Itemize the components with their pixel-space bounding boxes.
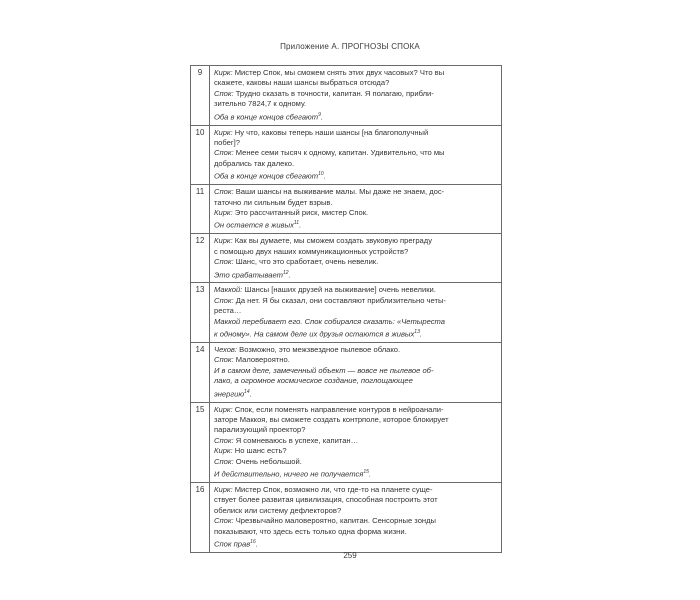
dialogue-line bbox=[214, 148, 498, 158]
footnote-ref[interactable]: 13 bbox=[414, 329, 420, 336]
outcome-text: Маккой перебивает его. Спок собирался сказать: «Четыреста bbox=[214, 316, 445, 326]
dialogue-line bbox=[214, 306, 498, 316]
dialogue-cell bbox=[210, 483, 501, 552]
table-row bbox=[191, 482, 501, 552]
dialogue-line bbox=[214, 285, 498, 295]
speaker-name: Кирк: bbox=[214, 127, 233, 137]
line-text: Да нет. Я бы сказал, они составляют приблизительно четы- bbox=[233, 295, 446, 305]
footnote-ref[interactable]: 12 bbox=[282, 269, 289, 276]
speaker-name: Спок: bbox=[214, 355, 234, 365]
speaker-name: Спок: bbox=[214, 435, 234, 445]
dialogue-line bbox=[214, 218, 498, 231]
line-text: Мистер Спок, мы сможем снять этих двух часовых? Что вы bbox=[232, 68, 445, 77]
dialogue-cell bbox=[210, 234, 501, 282]
speaker-name: Спок: bbox=[214, 295, 234, 305]
line-text: Мистер Спок, возможно ли, что где-то на планете суще- bbox=[232, 484, 433, 494]
table-row bbox=[191, 282, 501, 342]
table-row bbox=[191, 184, 501, 233]
outcome-text: к одному». На самом деле их друзья остаются в живых bbox=[214, 329, 415, 339]
line-text: скажете, каковы наши шансы выбраться отсюда? bbox=[214, 78, 390, 88]
dialogue-line bbox=[214, 159, 498, 169]
row-number: 9 bbox=[191, 66, 210, 125]
line-text: ствует более развитая цивилизация, способная построить этот bbox=[214, 495, 438, 505]
line-text: показывают, что здесь есть только одна форма жизни. bbox=[214, 526, 407, 536]
outcome-text: Оба в конце концов сбегают bbox=[214, 112, 319, 122]
table-row bbox=[191, 125, 501, 185]
row-number: 14 bbox=[191, 343, 210, 402]
dialogue-line bbox=[214, 208, 498, 218]
line-text: Шансы [наших друзей на выживание] очень невелики. bbox=[242, 285, 436, 295]
dialogue-line bbox=[214, 68, 498, 78]
dialogue-line bbox=[214, 327, 498, 340]
row-number: 13 bbox=[191, 283, 210, 342]
dialogue-line bbox=[214, 516, 498, 526]
speaker-name: Кирк: bbox=[214, 68, 233, 77]
page-number: 259 bbox=[343, 551, 357, 560]
footnote-ref[interactable]: 9 bbox=[318, 111, 321, 118]
line-text: Трудно сказать в точности, капитан. Я полагаю, прибли- bbox=[233, 88, 434, 98]
punctuation: . bbox=[249, 389, 252, 399]
table-row bbox=[191, 66, 501, 125]
line-text: побег]? bbox=[214, 137, 240, 147]
dialogue-line bbox=[214, 138, 498, 148]
dialogue-line bbox=[214, 355, 498, 365]
dialogue-line bbox=[214, 128, 498, 138]
outcome-text: лако, а огромное космическое создание, поглощающее bbox=[214, 376, 413, 386]
dialogue-line bbox=[214, 89, 498, 99]
line-text: парализующий проектор? bbox=[214, 425, 306, 435]
speaker-name: Маккой: bbox=[214, 285, 243, 295]
outcome-text: Спок прав bbox=[214, 539, 251, 549]
speaker-name: Кирк: bbox=[214, 236, 233, 246]
line-text: Чрезвычайно маловероятно, капитан. Сенсорные зонды bbox=[233, 516, 437, 526]
dialogue-line bbox=[214, 376, 498, 386]
dialogue-line bbox=[214, 467, 498, 480]
speaker-name: Спок: bbox=[214, 88, 234, 98]
outcome-text: И в самом деле, замеченный объект — вовсе не пылевое об- bbox=[214, 365, 434, 375]
table-row bbox=[191, 233, 501, 282]
speaker-name: Кирк: bbox=[214, 207, 233, 217]
line-text: зительно 7824,7 к одному. bbox=[214, 99, 307, 109]
dialogue-line bbox=[214, 169, 498, 182]
row-number: 11 bbox=[191, 185, 210, 233]
dialogue-line bbox=[214, 446, 498, 456]
dialogue-line bbox=[214, 236, 498, 246]
line-text: добрались так далеко. bbox=[214, 158, 295, 168]
footnote-ref[interactable]: 11 bbox=[293, 220, 300, 227]
dialogue-line bbox=[214, 296, 498, 306]
dialogue-line bbox=[214, 345, 498, 355]
dialogue-line bbox=[214, 485, 498, 495]
speaker-name: Кирк: bbox=[214, 484, 233, 494]
speaker-name: Спок: bbox=[214, 187, 234, 197]
dialogue-line bbox=[214, 387, 498, 400]
dialogue-line bbox=[214, 317, 498, 327]
dialogue-line bbox=[214, 78, 498, 88]
row-number: 12 bbox=[191, 234, 210, 282]
speaker-name: Спок: bbox=[214, 257, 234, 267]
line-text: таточно ли сильным будет взрыв. bbox=[214, 197, 333, 207]
speaker-name: Спок: bbox=[214, 148, 234, 158]
dialogue-line bbox=[214, 257, 498, 267]
dialogue-line bbox=[214, 268, 498, 281]
dialogue-cell bbox=[210, 185, 501, 233]
dialogue-cell bbox=[210, 126, 501, 185]
footnote-ref[interactable]: 16 bbox=[250, 538, 256, 545]
line-text: обелиск или систему дефлекторов? bbox=[214, 505, 342, 515]
outcome-text: И действительно, ничего не получается bbox=[214, 469, 364, 479]
forecast-table bbox=[190, 65, 502, 553]
outcome-text: Он остается в живых bbox=[214, 220, 294, 230]
punctuation: . bbox=[255, 539, 258, 549]
outcome-text: энергию bbox=[214, 389, 245, 399]
dialogue-line bbox=[214, 527, 498, 537]
dialogue-cell bbox=[210, 343, 501, 402]
dialogue-line bbox=[214, 247, 498, 257]
line-text: заторе Маккоя, вы сможете создать контрполе, которое блокирует bbox=[214, 414, 449, 424]
line-text: Спок, если поменять направление контуров в нейроанали- bbox=[232, 404, 444, 414]
speaker-name: Кирк: bbox=[214, 404, 233, 414]
dialogue-line bbox=[214, 187, 498, 197]
punctuation: . bbox=[320, 112, 323, 122]
line-text: Это рассчитанный риск, мистер Спок. bbox=[232, 207, 369, 217]
dialogue-line bbox=[214, 405, 498, 415]
dialogue-cell bbox=[210, 283, 501, 342]
footnote-ref[interactable]: 15 bbox=[363, 469, 369, 475]
punctuation: . bbox=[368, 469, 372, 479]
row-number: 15 bbox=[191, 403, 210, 482]
line-text: Шанс, что это сработает, очень невелик. bbox=[233, 257, 379, 267]
running-head: Приложение А. ПРОГНОЗЫ СПОКА bbox=[280, 42, 420, 51]
dialogue-line bbox=[214, 415, 498, 425]
line-text: Маловероятно. bbox=[233, 355, 290, 365]
dialogue-line bbox=[214, 457, 498, 467]
line-text: реста… bbox=[214, 306, 242, 316]
dialogue-line bbox=[214, 366, 498, 376]
punctuation: . bbox=[323, 171, 326, 181]
dialogue-cell bbox=[210, 66, 501, 125]
table-row bbox=[191, 342, 501, 402]
table-row bbox=[191, 402, 501, 482]
line-text: Я сомневаюсь в успехе, капитан… bbox=[233, 435, 359, 445]
footnote-ref[interactable]: 14 bbox=[244, 388, 250, 395]
dialogue-line bbox=[214, 425, 498, 435]
dialogue-line bbox=[214, 99, 498, 109]
dialogue-line bbox=[214, 110, 498, 123]
line-text: Возможно, это межзвездное пылевое облако. bbox=[237, 345, 401, 354]
line-text: Как вы думаете, мы сможем создать звуковую преграду bbox=[232, 236, 433, 246]
speaker-name: Кирк: bbox=[214, 446, 233, 456]
punctuation: . bbox=[299, 220, 302, 230]
line-text: Ну что, каковы теперь наши шансы [на благополучный bbox=[232, 127, 429, 137]
dialogue-line bbox=[214, 506, 498, 516]
dialogue-cell bbox=[210, 403, 501, 482]
line-text: с помощью двух наших коммуникационных устройств? bbox=[214, 246, 409, 256]
line-text: Ваши шансы на выживание малы. Мы даже не знаем, дос- bbox=[233, 187, 445, 197]
dialogue-line bbox=[214, 537, 498, 550]
dialogue-line bbox=[214, 436, 498, 446]
line-text: Очень небольшой. bbox=[233, 456, 302, 466]
line-text: Но шанс есть? bbox=[232, 446, 287, 456]
footnote-ref[interactable]: 10 bbox=[318, 171, 324, 178]
outcome-text: Оба в конце концов сбегают bbox=[214, 171, 319, 181]
punctuation: . bbox=[288, 270, 291, 280]
line-text: Менее семи тысяч к одному, капитан. Удивительно, что мы bbox=[233, 148, 445, 158]
dialogue-line bbox=[214, 495, 498, 505]
outcome-text: Это срабатывает bbox=[214, 270, 283, 280]
row-number: 10 bbox=[191, 126, 210, 185]
speaker-name: Спок: bbox=[214, 456, 234, 466]
dialogue-line bbox=[214, 198, 498, 208]
speaker-name: Чехов: bbox=[214, 345, 238, 354]
speaker-name: Спок: bbox=[214, 516, 234, 526]
row-number: 16 bbox=[191, 483, 210, 552]
punctuation: . bbox=[419, 329, 422, 339]
